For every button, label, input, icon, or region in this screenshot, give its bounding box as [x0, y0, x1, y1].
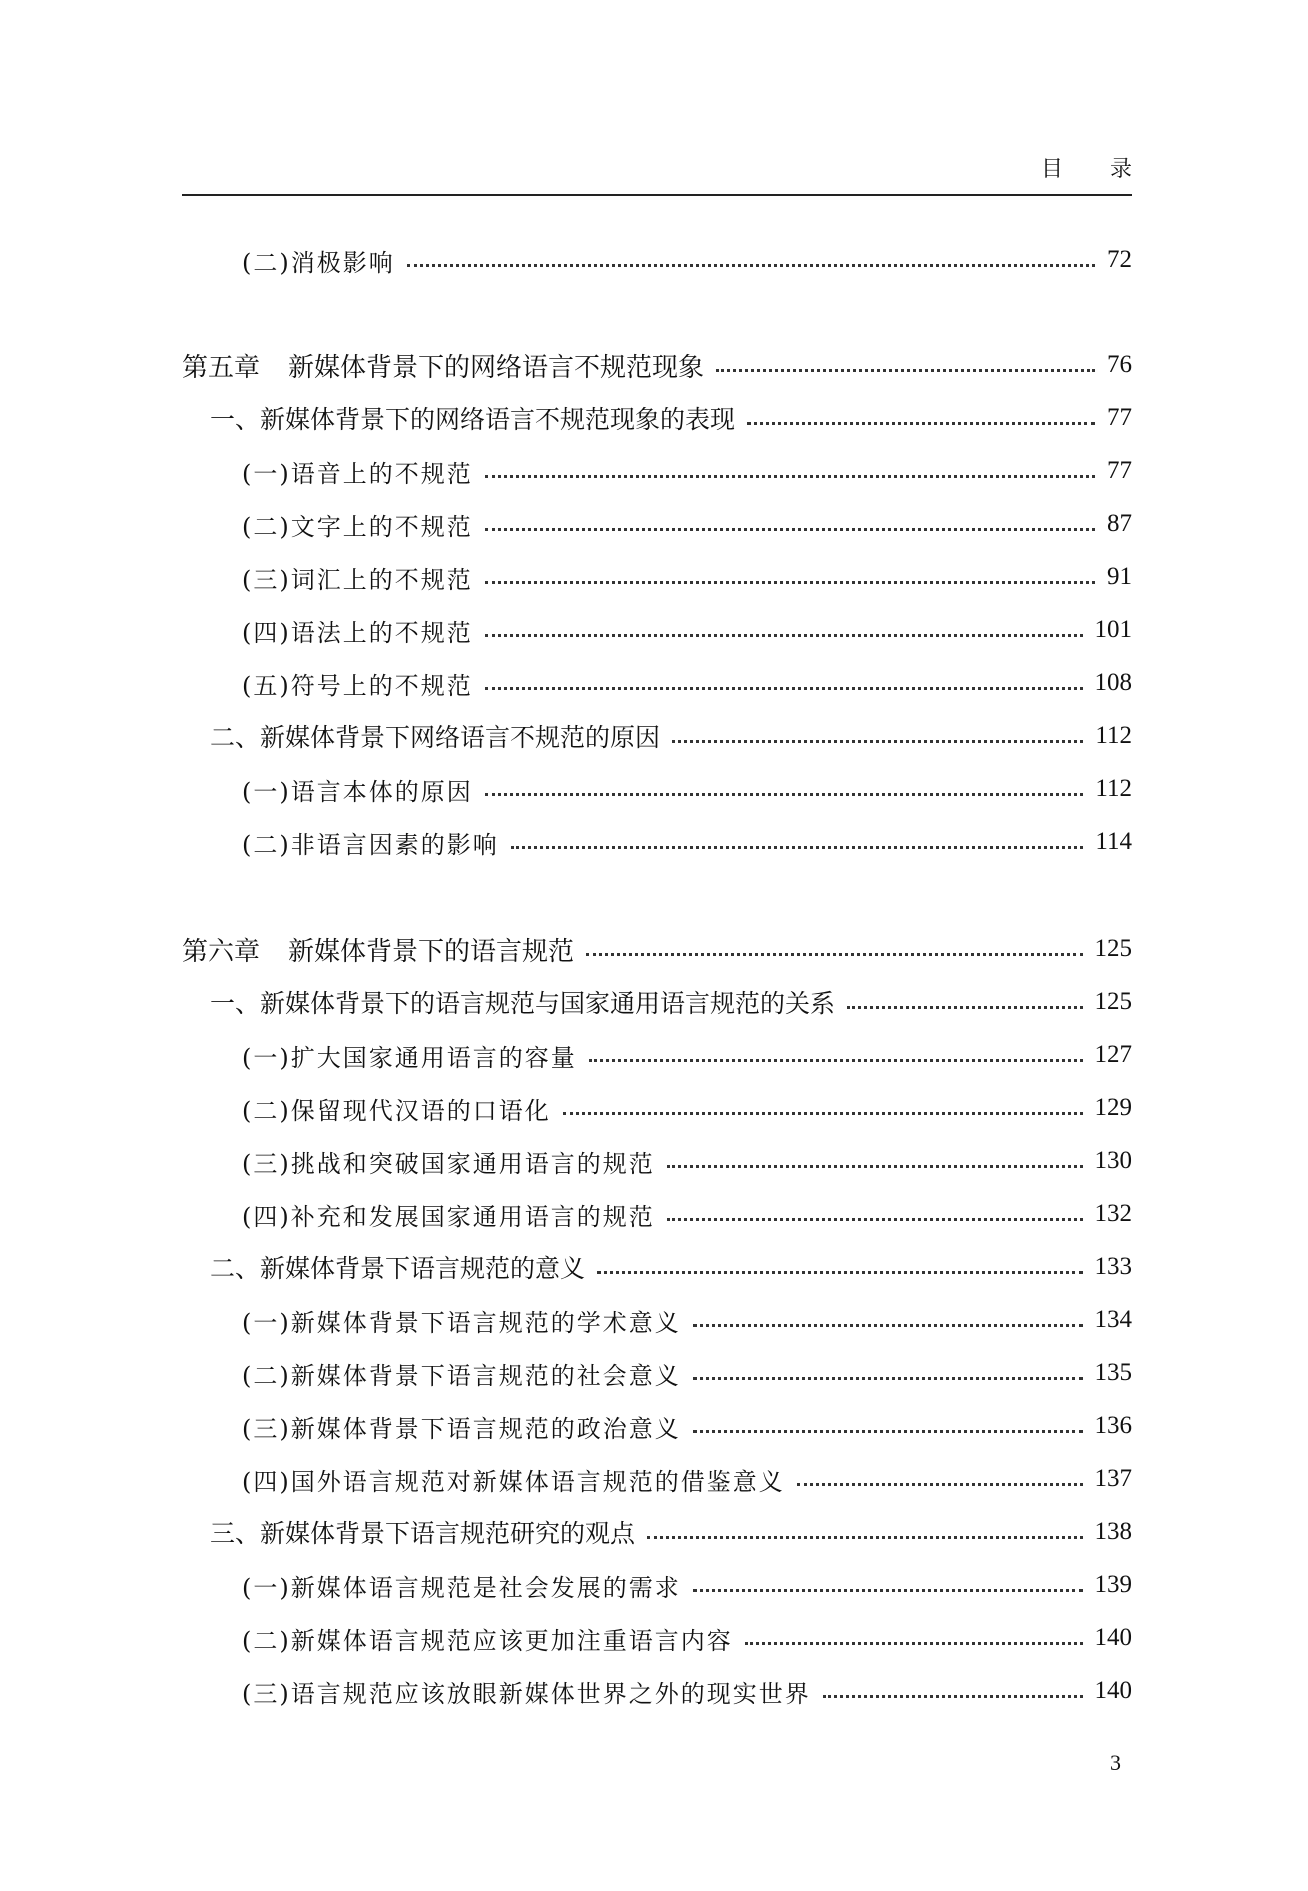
toc-entry[interactable] [182, 982, 1132, 1022]
toc-entry-title: (二)消极影响 [242, 248, 395, 277]
toc-entry[interactable] [182, 1565, 1132, 1605]
toc-entry-title: (三)新媒体背景下语言规范的政治意义 [242, 1414, 681, 1443]
dot-leader [563, 1112, 1083, 1115]
header-rule [182, 194, 1132, 196]
dot-leader [407, 264, 1095, 267]
dot-leader [672, 740, 1083, 743]
toc-entry[interactable] [182, 769, 1132, 809]
toc-entry[interactable] [182, 240, 1132, 280]
toc-page-number: 77 [1107, 457, 1132, 484]
toc-entry-title: (三)语言规范应该放眼新媒体世界之外的现实世界 [242, 1679, 811, 1708]
dot-leader [485, 581, 1095, 584]
toc-page-number: 130 [1094, 1147, 1132, 1174]
toc-entry-title: (一)新媒体语言规范是社会发展的需求 [242, 1573, 681, 1602]
dot-leader [485, 793, 1084, 796]
toc-entry-title: (四)补充和发展国家通用语言的规范 [242, 1202, 655, 1231]
chapter-title: 新媒体背景下的语言规范 [288, 936, 575, 967]
toc-entry-title: (五)符号上的不规范 [242, 671, 473, 700]
toc-page-number: 138 [1094, 1518, 1132, 1545]
toc-entry[interactable] [182, 504, 1132, 544]
toc-entry[interactable] [182, 1618, 1132, 1658]
dot-leader [667, 1165, 1083, 1168]
running-head [182, 152, 1132, 192]
toc-entry[interactable] [182, 1194, 1132, 1234]
toc-page-number: 135 [1094, 1359, 1132, 1386]
toc-entry[interactable] [182, 716, 1132, 756]
toc-entry-title: (二)新媒体背景下语言规范的社会意义 [242, 1361, 681, 1390]
dot-leader [511, 846, 1084, 849]
dot-leader [485, 634, 1083, 637]
toc-entry[interactable] [182, 451, 1132, 491]
toc-entry[interactable] [182, 1406, 1132, 1446]
dot-leader [667, 1218, 1083, 1221]
toc-page-number: 137 [1094, 1465, 1132, 1492]
toc-entry-title: (一)扩大国家通用语言的容量 [242, 1043, 577, 1072]
toc-entry[interactable] [182, 1035, 1132, 1075]
toc-page-number: 129 [1094, 1094, 1132, 1121]
toc-entry[interactable] [182, 822, 1132, 862]
toc-entry-title: (四)语法上的不规范 [242, 618, 473, 647]
dot-leader [847, 1006, 1082, 1009]
chapter-title: 新媒体背景下的网络语言不规范现象 [288, 352, 705, 383]
dot-leader [647, 1536, 1082, 1539]
toc-page-number: 127 [1094, 1041, 1132, 1068]
toc-page-number: 112 [1095, 722, 1132, 749]
toc-page-number: 72 [1107, 246, 1132, 273]
toc-entry-title: (三)挑战和突破国家通用语言的规范 [242, 1149, 655, 1178]
toc-entry-title: 一、新媒体背景下的网络语言不规范现象的表现 [210, 405, 736, 434]
dot-leader [485, 687, 1083, 690]
toc-entry-title: 二、新媒体背景下语言规范的意义 [210, 1254, 586, 1283]
toc-page-number: 133 [1094, 1253, 1132, 1280]
toc-entry[interactable] [182, 1141, 1132, 1181]
page-number: 3 [1110, 1750, 1121, 1775]
toc-entry-title: 二、新媒体背景下网络语言不规范的原因 [210, 723, 661, 752]
toc-entry-title: (四)国外语言规范对新媒体语言规范的借鉴意义 [242, 1467, 785, 1496]
dot-leader [745, 1642, 1083, 1645]
toc-entry-title: (一)语言本体的原因 [242, 777, 473, 806]
dot-leader [693, 1377, 1083, 1380]
toc-page-number: 140 [1094, 1624, 1132, 1651]
toc-entry-title: 三、新媒体背景下语言规范研究的观点 [210, 1519, 636, 1548]
toc-entry[interactable] [182, 398, 1132, 438]
toc-page-number: 112 [1095, 775, 1132, 802]
dot-leader [586, 953, 1082, 956]
toc-entry[interactable] [182, 1671, 1132, 1711]
chapter-number: 第六章 [182, 936, 261, 967]
toc-entry[interactable] [182, 1353, 1132, 1393]
toc-entry-title: (二)新媒体语言规范应该更加注重语言内容 [242, 1626, 733, 1655]
toc-entry-title [182, 931, 586, 968]
toc-entry-title: (一)新媒体背景下语言规范的学术意义 [242, 1308, 681, 1337]
toc-page-number: 136 [1094, 1412, 1132, 1439]
dot-leader [589, 1059, 1083, 1062]
dot-leader [693, 1324, 1083, 1327]
dot-leader [823, 1695, 1083, 1698]
toc-page-number: 87 [1107, 510, 1132, 537]
toc-page-number: 140 [1094, 1677, 1132, 1704]
toc-entry[interactable] [182, 1300, 1132, 1340]
toc-page-number: 108 [1094, 669, 1132, 696]
toc-entry-title: 一、新媒体背景下的语言规范与国家通用语言规范的关系 [210, 989, 836, 1018]
toc-entry[interactable] [182, 557, 1132, 597]
dot-leader [485, 475, 1095, 478]
toc-page-number: 139 [1094, 1571, 1132, 1598]
toc-entry-title: (二)文字上的不规范 [242, 512, 473, 541]
toc-page-number: 77 [1107, 404, 1132, 431]
toc-page-number: 125 [1094, 935, 1132, 962]
toc-page-number: 132 [1094, 1200, 1132, 1227]
dot-leader [485, 528, 1095, 531]
toc-entry[interactable] [182, 1512, 1132, 1552]
running-head-char-1: 目 [1040, 157, 1063, 182]
toc-entry[interactable] [182, 1247, 1132, 1287]
toc-entry-title [182, 347, 716, 384]
dot-leader [747, 422, 1095, 425]
toc-page-number: 76 [1107, 351, 1132, 378]
toc-entry[interactable] [182, 663, 1132, 703]
chapter-number: 第五章 [182, 352, 261, 383]
dot-leader [797, 1483, 1083, 1486]
dot-leader [716, 369, 1095, 372]
toc-page-number: 101 [1094, 616, 1132, 643]
toc-entry-title: (二)非语言因素的影响 [242, 830, 499, 859]
toc-page-number: 91 [1107, 563, 1132, 590]
dot-leader [693, 1430, 1083, 1433]
toc-page-number: 134 [1094, 1306, 1132, 1333]
toc-entry[interactable] [182, 610, 1132, 650]
dot-leader [693, 1589, 1083, 1592]
toc-page-number: 114 [1095, 828, 1132, 855]
toc-entry[interactable] [182, 1459, 1132, 1499]
running-head-char-2: 录 [1109, 157, 1132, 182]
toc-entry-title: (二)保留现代汉语的口语化 [242, 1096, 551, 1125]
toc-page-number: 125 [1094, 988, 1132, 1015]
dot-leader [597, 1271, 1082, 1274]
toc-entry[interactable] [182, 1088, 1132, 1128]
toc-chapter-entry[interactable] [182, 929, 1132, 969]
toc-chapter-entry[interactable] [182, 345, 1132, 385]
toc-entry-title: (一)语音上的不规范 [242, 459, 473, 488]
toc-entry-title: (三)词汇上的不规范 [242, 565, 473, 594]
